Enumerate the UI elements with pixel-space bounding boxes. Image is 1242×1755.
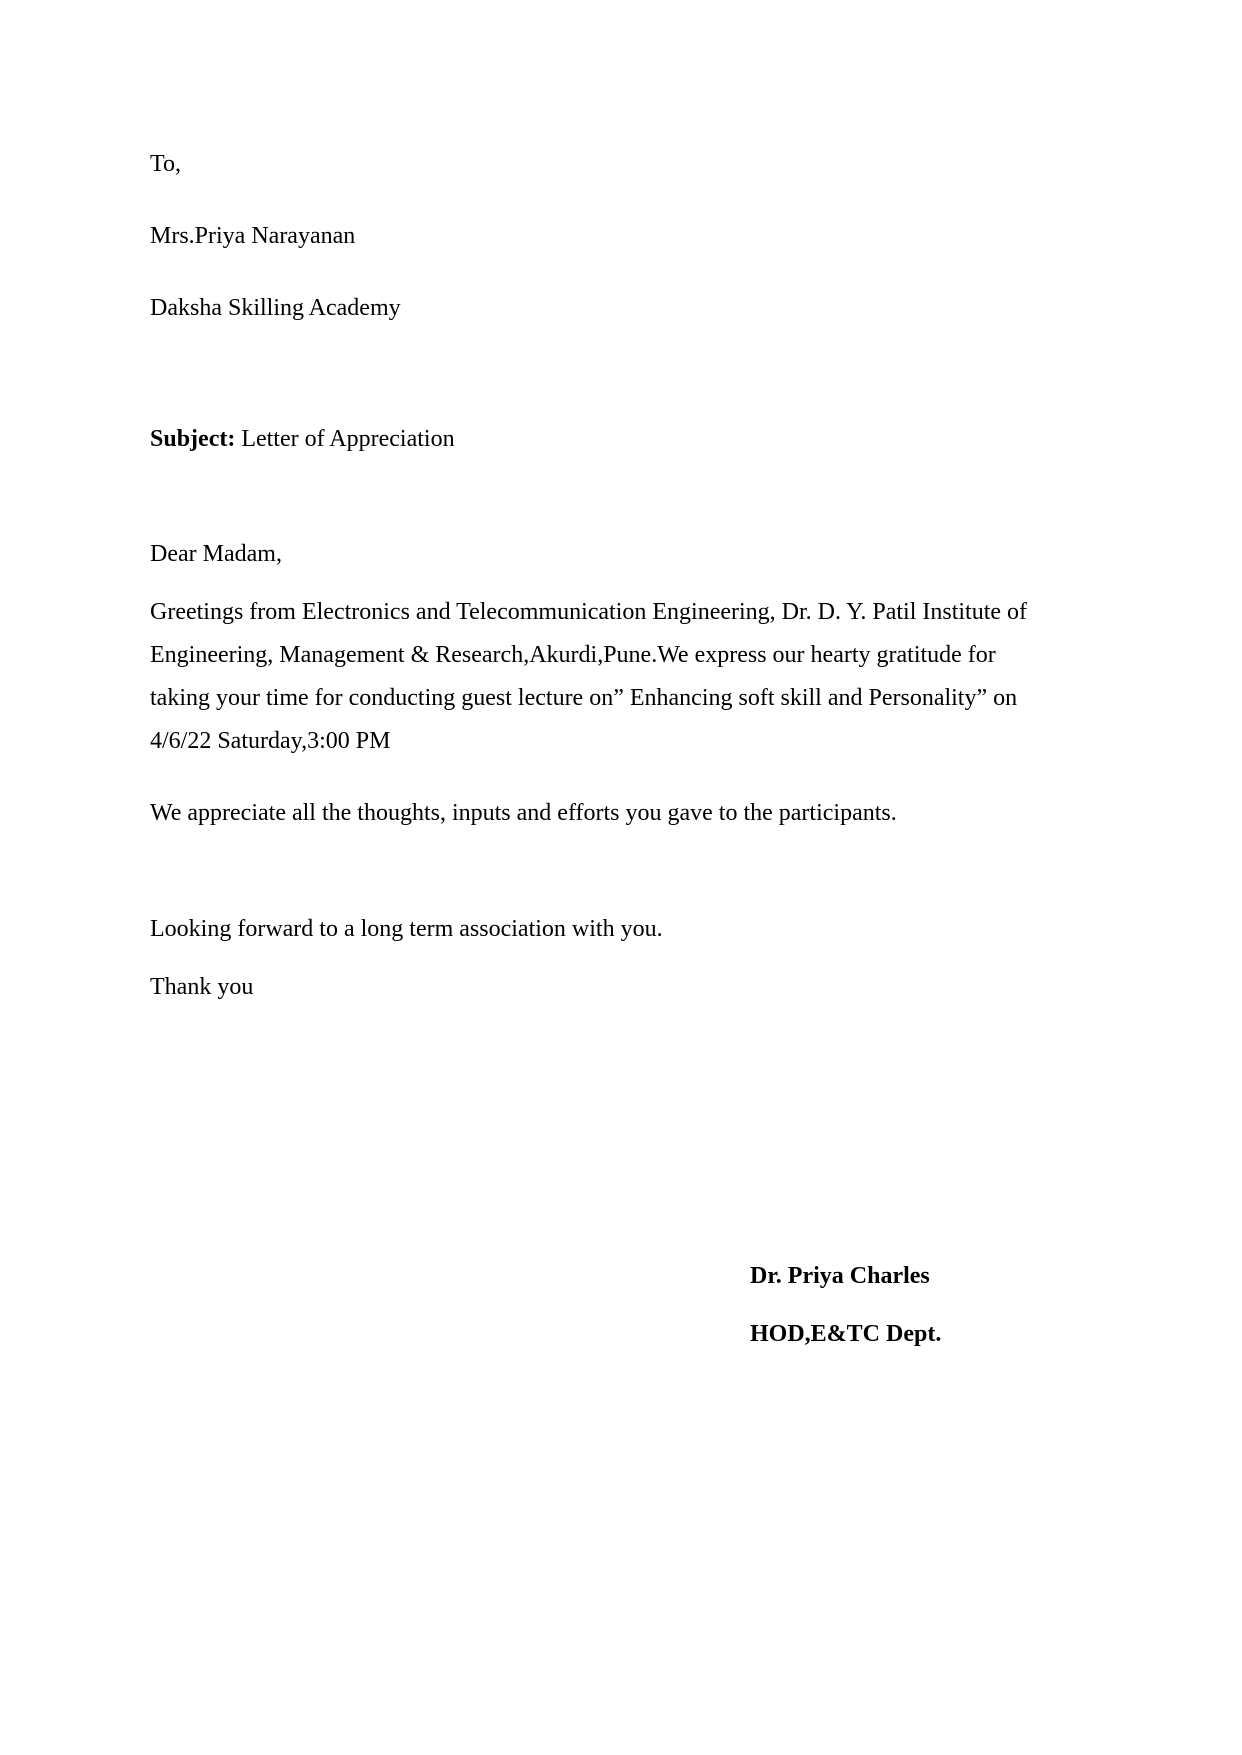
signatory-name: Dr. Priya Charles xyxy=(750,1263,930,1289)
subject-label: Subject: xyxy=(150,426,236,452)
closing-wish-line: Looking forward to a long term association with you. xyxy=(150,916,663,942)
body-line-1: Greetings from Electronics and Telecommunication Engineering, Dr. D. Y. Patil Institute of xyxy=(150,599,1028,625)
greeting: Dear Madam, xyxy=(150,541,282,567)
to-line: To, xyxy=(150,151,181,177)
subject-text: Letter of Appreciation xyxy=(241,426,455,452)
recipient-name: Mrs.Priya Narayanan xyxy=(150,223,356,249)
recipient-organization: Daksha Skilling Academy xyxy=(150,295,401,321)
subject-line xyxy=(150,424,455,454)
body-line-3: taking your time for conducting guest lecture on” Enhancing soft skill and Personality” on xyxy=(150,685,1018,711)
thanks-line: Thank you xyxy=(150,974,254,1000)
signatory-designation: HOD,E&TC Dept. xyxy=(750,1321,942,1347)
body-line-4: 4/6/22 Saturday,3:00 PM xyxy=(150,728,391,754)
appreciation-line: We appreciate all the thoughts, inputs and efforts you gave to the participants. xyxy=(150,800,897,826)
body-line-2: Engineering, Management & Research,Akurdi,Pune.We express our hearty gratitude for xyxy=(150,642,996,668)
